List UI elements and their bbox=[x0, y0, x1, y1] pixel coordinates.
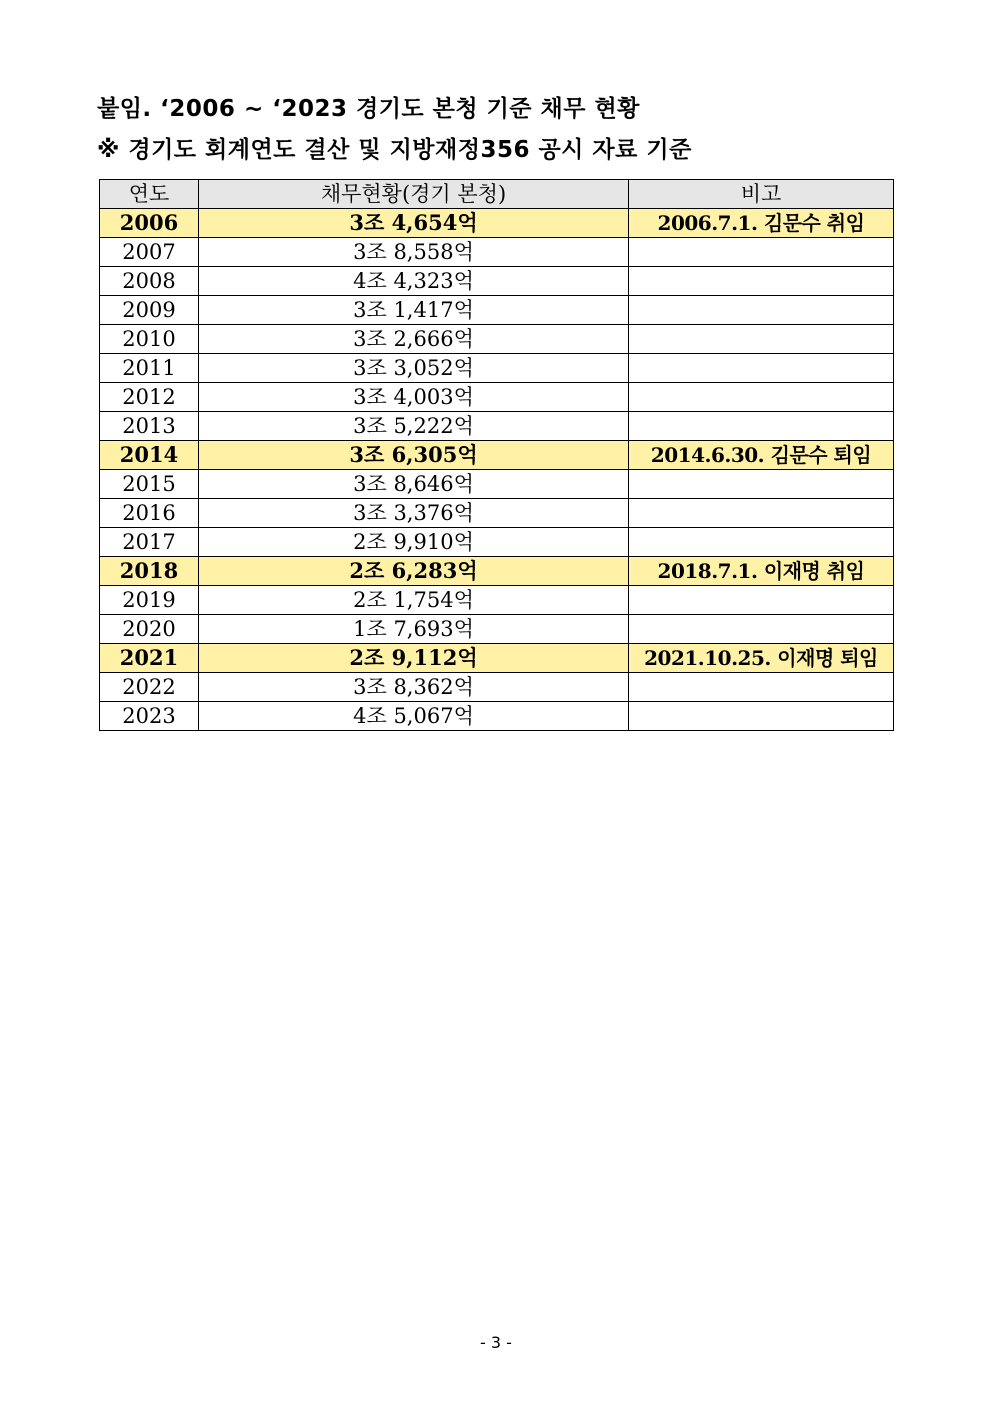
table-row bbox=[100, 499, 894, 528]
cell-note bbox=[629, 325, 894, 354]
cell-debt: 3조 1,417억 bbox=[199, 296, 629, 325]
cell-note bbox=[629, 673, 894, 702]
table-row bbox=[100, 615, 894, 644]
table-row bbox=[100, 673, 894, 702]
cell-year: 2012 bbox=[100, 383, 199, 412]
cell-debt: 3조 3,052억 bbox=[199, 354, 629, 383]
cell-year: 2016 bbox=[100, 499, 199, 528]
cell-debt: 2조 1,754억 bbox=[199, 586, 629, 615]
table-row bbox=[100, 441, 894, 470]
table-row bbox=[100, 586, 894, 615]
cell-year: 2010 bbox=[100, 325, 199, 354]
cell-note: 2014.6.30. 김문수 퇴임 bbox=[629, 441, 894, 470]
cell-note bbox=[629, 412, 894, 441]
table-row bbox=[100, 296, 894, 325]
debt-table bbox=[99, 179, 894, 731]
cell-note bbox=[629, 354, 894, 383]
table-row bbox=[100, 209, 894, 238]
table-row bbox=[100, 325, 894, 354]
cell-note bbox=[629, 499, 894, 528]
table-row bbox=[100, 238, 894, 267]
table-row bbox=[100, 644, 894, 673]
cell-note bbox=[629, 267, 894, 296]
cell-year: 2011 bbox=[100, 354, 199, 383]
cell-note: 2006.7.1. 김문수 취임 bbox=[629, 209, 894, 238]
cell-year: 2021 bbox=[100, 644, 199, 673]
cell-note: 2018.7.1. 이재명 취임 bbox=[629, 557, 894, 586]
cell-note bbox=[629, 615, 894, 644]
header-debt: 채무현황(경기 본청) bbox=[199, 180, 629, 209]
header-year: 연도 bbox=[100, 180, 199, 209]
cell-note bbox=[629, 296, 894, 325]
cell-year: 2009 bbox=[100, 296, 199, 325]
page-number: - 3 - bbox=[480, 1333, 512, 1352]
cell-debt: 2조 6,283억 bbox=[199, 557, 629, 586]
table-row bbox=[100, 383, 894, 412]
cell-year: 2023 bbox=[100, 702, 199, 731]
cell-debt: 3조 6,305억 bbox=[199, 441, 629, 470]
table-row bbox=[100, 354, 894, 383]
header-note: 비고 bbox=[629, 180, 894, 209]
cell-debt: 3조 2,666억 bbox=[199, 325, 629, 354]
cell-debt: 3조 3,376억 bbox=[199, 499, 629, 528]
cell-note bbox=[629, 238, 894, 267]
cell-year: 2018 bbox=[100, 557, 199, 586]
cell-year: 2022 bbox=[100, 673, 199, 702]
cell-year: 2014 bbox=[100, 441, 199, 470]
cell-note: 2021.10.25. 이재명 퇴임 bbox=[629, 644, 894, 673]
cell-debt: 4조 5,067억 bbox=[199, 702, 629, 731]
cell-debt: 3조 8,558억 bbox=[199, 238, 629, 267]
cell-note bbox=[629, 383, 894, 412]
cell-debt: 3조 4,003억 bbox=[199, 383, 629, 412]
cell-year: 2020 bbox=[100, 615, 199, 644]
cell-debt: 2조 9,910억 bbox=[199, 528, 629, 557]
cell-year: 2015 bbox=[100, 470, 199, 499]
cell-year: 2007 bbox=[100, 238, 199, 267]
document-title: 붙임. ‘2006 ~ ‘2023 경기도 본청 기준 채무 현황 bbox=[97, 96, 640, 122]
cell-year: 2006 bbox=[100, 209, 199, 238]
table-row bbox=[100, 412, 894, 441]
cell-note bbox=[629, 528, 894, 557]
table-body bbox=[100, 209, 894, 731]
cell-note bbox=[629, 702, 894, 731]
cell-year: 2008 bbox=[100, 267, 199, 296]
cell-debt: 4조 4,323억 bbox=[199, 267, 629, 296]
cell-note bbox=[629, 586, 894, 615]
cell-year: 2017 bbox=[100, 528, 199, 557]
table-row bbox=[100, 557, 894, 586]
cell-debt: 3조 5,222억 bbox=[199, 412, 629, 441]
table-row bbox=[100, 267, 894, 296]
cell-debt: 3조 8,362억 bbox=[199, 673, 629, 702]
cell-year: 2013 bbox=[100, 412, 199, 441]
cell-debt: 2조 9,112억 bbox=[199, 644, 629, 673]
table-row bbox=[100, 702, 894, 731]
source-note: ※ 경기도 회계연도 결산 및 지방재정356 공시 자료 기준 bbox=[97, 137, 692, 163]
cell-debt: 3조 4,654억 bbox=[199, 209, 629, 238]
cell-debt: 3조 8,646억 bbox=[199, 470, 629, 499]
table-header-row bbox=[100, 180, 894, 209]
cell-debt: 1조 7,693억 bbox=[199, 615, 629, 644]
cell-year: 2019 bbox=[100, 586, 199, 615]
table-row bbox=[100, 470, 894, 499]
table-row bbox=[100, 528, 894, 557]
cell-note bbox=[629, 470, 894, 499]
